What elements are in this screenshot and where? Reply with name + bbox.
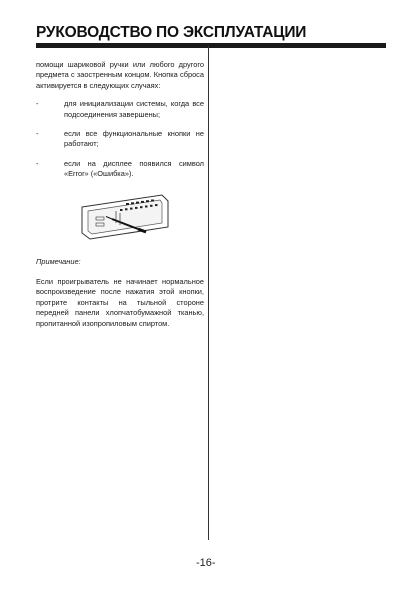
reset-button-illustration (76, 189, 180, 245)
list-item (36, 129, 204, 150)
list-bullet: - (36, 129, 39, 139)
list-item (36, 99, 204, 120)
list-item (36, 159, 204, 180)
column-divider (208, 46, 209, 540)
reset-cases-list (36, 99, 204, 179)
main-column (36, 60, 204, 329)
list-item-text: если на дисплее появился символ «Error» («Ошибка»). (64, 158, 204, 179)
intro-paragraph: помощи шариковой ручки или любого другого предмета с заостренным концом. Кнопка сброса активируется в следующих случаях: (36, 60, 204, 90)
list-bullet: - (36, 99, 39, 109)
list-item-text: если все функциональные кнопки не работают; (64, 129, 204, 149)
list-item-text: для инициализации системы, когда все подсоединения завершены; (64, 99, 204, 119)
list-bullet: - (36, 158, 39, 168)
page-number: -16- (196, 557, 216, 569)
header-rule (36, 43, 386, 48)
page-title: РУКОВОДСТВО ПО ЭКСПЛУАТАЦИИ (36, 24, 307, 41)
page-header (36, 24, 386, 48)
note-label: Примечание: (36, 256, 81, 266)
reset-button-illustration-icon (76, 189, 180, 245)
note-paragraph: Если проигрыватель не начинает нормальное воспроизведение после нажатия этой кнопки, протрите контакты на тыльной стороне передней панели хлопчатобумажной тканью, пропитанной изопропиловым спиртом. (36, 277, 204, 328)
